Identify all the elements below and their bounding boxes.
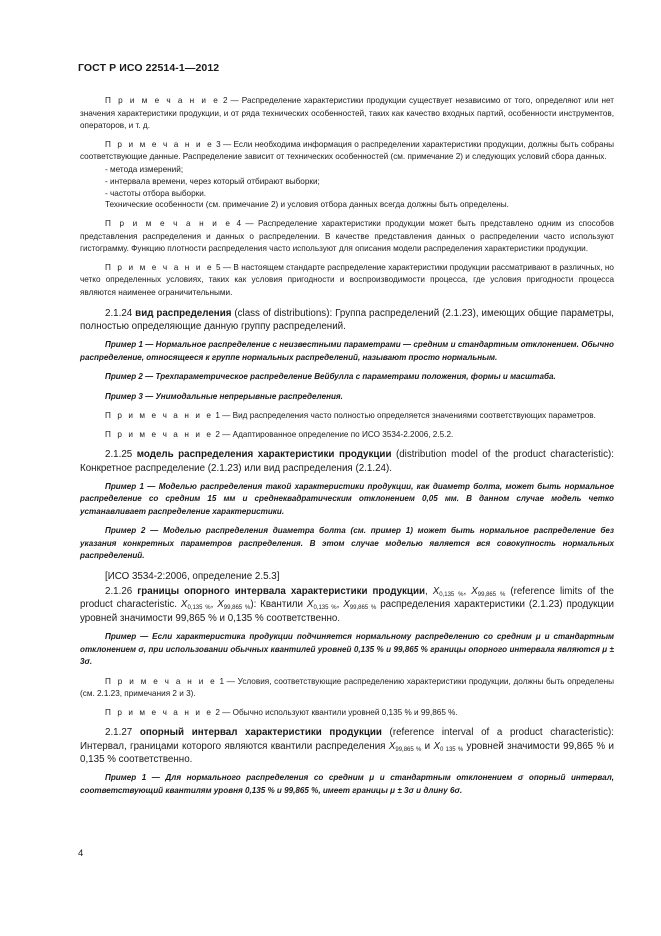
note-4: П р и м е ч а н и е 4 — Распределение характеристики продукции может быть представлено одним из способов представления распределения и данных о распределении. В качестве представления данных о распределении часто используют гистограмму. Функцию плотности распределения часто используют для описания модели распределения характеристики продукции.	[80, 218, 614, 254]
example: Пример 1 — Моделью распределения такой характеристики продукции, как диаметр болта, может быть нормальное распределение со средним 15 мм и среднеквадратическим отклонением 0,05 мм. В данном случае модель четко устанавливает распределение характеристики.	[80, 481, 614, 516]
term: опорный интервал характеристики продукции	[139, 727, 382, 739]
example: Пример 2 — Моделью распределения диаметра болта (см. пример 1) может быть нормальное распределение без указания конкретных параметров распределения. В этом случае моделью является вся совокупность нормальных распределений.	[80, 526, 614, 561]
page-number: 4	[78, 848, 84, 859]
note: П р и м е ч а н и е 1 — Вид распределения часто полностью определяется значениями соответствующих параметров.	[105, 411, 596, 421]
example: Пример 1 — Для нормального распределения со средним μ и стандартным отклонением σ опорный интервал, соответствующий квантилям уровня 0,135 % и 99,865 %, имеет границы μ ± 3σ и длину 6σ.	[80, 773, 614, 795]
example: Пример 2 — Трехпараметрическое распределение Вейбулла с параметрами положения, формы и масштаба.	[105, 372, 556, 382]
note-3: П р и м е ч а н и е 3 — Если необходима информация о распределении характеристики продукции, должны быть собраны соответствующие данные. Распределение зависит от технических особенностей (см. примечание 2) и следующих условий сбора данных.	[80, 139, 614, 162]
list-item: - метода измерений;	[105, 164, 184, 174]
note: П р и м е ч а н и е 1 — Условия, соответствующие распределению характеристики продукции, должны быть определены (см. 2.1.23, примечания 2 и 3).	[80, 676, 614, 699]
source-reference: [ИСО 3534-2:2006, определение 2.5.3]	[105, 570, 280, 582]
note-2: П р и м е ч а н и е 2 — Распределение характеристики продукции существует независимо от того, определяют или нет значения характеристики продукции, и от ряда технических особенностей, таких как качество входных партий, особенности инструментов, операторов, и т. д.	[80, 96, 614, 131]
list-item: - интервала времени, через который отбирают выборки;	[105, 176, 320, 186]
note-5: П р и м е ч а н и е 5 — В настоящем стандарте распределение характеристики продукции рассматривают в различных, но четко определенных условиях, таких как условия пригодности и воспроизводимости процесса, где условия пригодности процесса являются наименее ограничительными.	[80, 262, 614, 297]
definition-2-1-26: 2.1.26 границы опорного интервала характеристики продукции, $X_{0,135 \%}$, $X_{99,865 \%}$ (reference limits of the product characteristic. $X_{0,135 \%}$, $X_{99,865 \%}$): Квантили $X_{0,135 \%}$, $X_{99,865 \%}$ распределения характеристики (2.1.23) продукции уровней значимости 99,865 % и 0,135 % соответственно.	[80, 586, 614, 624]
example: Пример — Если характеристика продукции подчиняется нормальному распределению со средним μ и стандартным отклонением σ, при использовании обычных квантилей уровней 0,135 % и 99,865 % границы опорного интервала являются μ ± 3σ.	[80, 632, 614, 667]
page-content	[80, 95, 614, 804]
standard-header: ГОСТ Р ИСО 22514-1—2012	[78, 62, 220, 74]
term: вид распределения	[135, 307, 232, 319]
definition-2-1-24: 2.1.24 вид распределения (class of distributions): Группа распределений (2.1.23), имеющих общие параметры, полностью определяющие данную группу распределений.	[80, 307, 615, 332]
example: Пример 1 — Нормальное распределение с неизвестными параметрами — средним и стандартным отклонением. Обычно распределение, относящееся к группе нормальных распределений, называют просто нормальным.	[80, 340, 614, 362]
term: границы опорного интервала характеристики продукции	[137, 586, 426, 598]
example: Пример 3 — Унимодальные непрерывные распределения.	[105, 391, 343, 401]
term: модель распределения характеристики продукции	[136, 449, 392, 461]
definition-2-1-25: 2.1.25 модель распределения характеристики продукции (distribution model of the product characteristic): Конкретное распределение (2.1.23) или вид распределения (2.1.24).	[80, 449, 614, 474]
note-3-closing: Технические особенности (см. примечание 2) и условия отбора данных всегда должны быть определены.	[105, 200, 509, 210]
note: П р и м е ч а н и е 2 — Обычно используют квантили уровней 0,135 % и 99,865 %.	[105, 707, 458, 717]
definition-2-1-27: 2.1.27 опорный интервал характеристики продукции (reference interval of a product characteristic): Интервал, границами которого являются квантили распределения $X_{99,865 \%}$ и $X_{0 135 \%}$ уровней значимости 99,865 % и 0,135 % соответственно.	[80, 727, 614, 765]
list-item: - частоты отбора выборки.	[105, 188, 207, 198]
note: П р и м е ч а н и е 2 — Адаптированное определение по ИСО 3534-2.2006, 2.5.2.	[105, 429, 454, 439]
